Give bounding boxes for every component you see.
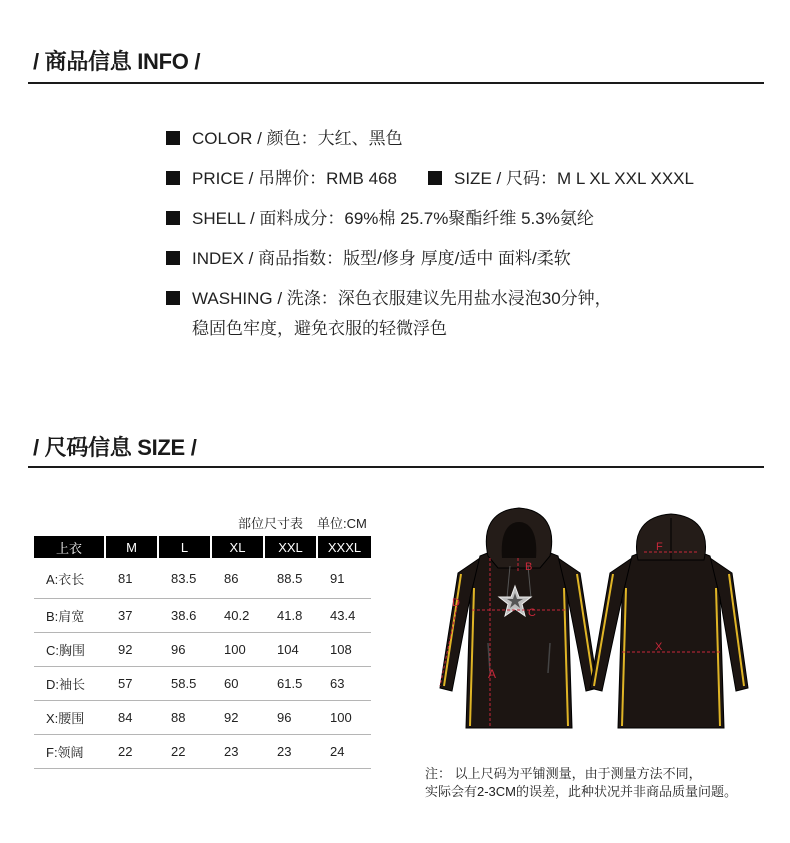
table-cell: 23 [265, 735, 318, 769]
note-line-1: 注： 以上尺码为平铺测量，由于测量方法不同， [425, 766, 702, 781]
table-cell: 22 [159, 735, 212, 769]
table-cell: 86 [212, 558, 265, 599]
table-cell: 96 [265, 701, 318, 735]
size-section-title: / 尺码信息 SIZE / [33, 435, 197, 460]
table-cell: 24 [318, 735, 371, 769]
table-cell: 41.8 [265, 599, 318, 633]
info-item-washing: WASHING / 洗涤：深色衣服建议先用盐水浸泡30分钟， [166, 284, 612, 309]
table-row [34, 599, 371, 633]
info-item-index: INDEX / 商品指数：版型/修身 厚度/适中 面料/柔软 [166, 244, 571, 269]
table-cell: 100 [212, 633, 265, 667]
table-cell: 96 [159, 633, 212, 667]
table-row [34, 633, 371, 667]
table-row [34, 701, 371, 735]
table-row [34, 558, 371, 599]
square-bullet-icon [166, 171, 180, 185]
table-cell: 92 [212, 701, 265, 735]
table-cell: 83.5 [159, 558, 212, 599]
measurement-note [425, 765, 737, 801]
size-table-unit: 单位:CM [317, 516, 367, 531]
table-cell: 61.5 [265, 667, 318, 701]
table-cell: X:腰围 [34, 701, 106, 735]
table-cell: C:胸围 [34, 633, 106, 667]
square-bullet-icon [166, 291, 180, 305]
table-cell: 100 [318, 701, 371, 735]
table-cell: 40.2 [212, 599, 265, 633]
label-x: X [655, 641, 663, 653]
table-cell: 81 [106, 558, 159, 599]
front-garment [440, 508, 598, 728]
table-cell: B:肩宽 [34, 599, 106, 633]
info-item-shell: SHELL / 面料成分：69%棉 25.7%聚酯纤维 5.3%氨纶 [166, 204, 594, 229]
hoodie-dress-sketch [430, 498, 750, 738]
table-cell: D:袖长 [34, 667, 106, 701]
info-divider [28, 82, 764, 84]
note-line-2: 实际会有2-3CM的误差，此种状况并非商品质量问题。 [425, 784, 738, 799]
size-table-header-cell: XXXL [318, 536, 371, 558]
size-table-header-cell: XL [212, 536, 265, 558]
table-cell: 88.5 [265, 558, 318, 599]
table-cell: 38.6 [159, 599, 212, 633]
label-d: D [452, 597, 460, 609]
table-row [34, 735, 371, 769]
size-table [34, 536, 371, 769]
table-cell: 57 [106, 667, 159, 701]
label-a: A [488, 667, 497, 681]
size-table-header [34, 536, 371, 558]
square-bullet-icon [166, 251, 180, 265]
square-bullet-icon [166, 211, 180, 225]
size-table-caption-title: 部位尺寸表 [238, 516, 304, 531]
table-cell: A:衣长 [34, 558, 106, 599]
square-bullet-icon [166, 131, 180, 145]
info-item-washing-continued: 稳固色牢度，避免衣服的轻微浮色 [192, 319, 447, 338]
size-table-caption [238, 513, 367, 532]
garment-measurement-diagram [430, 498, 750, 738]
table-cell: 91 [318, 558, 371, 599]
table-row [34, 667, 371, 701]
size-table-header-cell: XXL [265, 536, 318, 558]
table-cell: 58.5 [159, 667, 212, 701]
square-bullet-icon [428, 171, 442, 185]
back-garment [590, 514, 748, 728]
table-cell: 22 [106, 735, 159, 769]
info-item-price: PRICE / 吊牌价：RMB 468 [166, 164, 397, 189]
table-cell: 88 [159, 701, 212, 735]
table-cell: 108 [318, 633, 371, 667]
table-cell: 60 [212, 667, 265, 701]
info-item-color: COLOR / 颜色：大红、黑色 [166, 124, 403, 149]
table-cell: 37 [106, 599, 159, 633]
table-cell: F:领阔 [34, 735, 106, 769]
label-c: C [528, 607, 536, 619]
size-table-header-cell: 上衣 [34, 536, 106, 558]
table-cell: 84 [106, 701, 159, 735]
size-table-header-cell: M [106, 536, 159, 558]
info-section-title: / 商品信息 INFO / [33, 49, 201, 74]
size-divider [28, 466, 764, 468]
label-b: B [525, 561, 533, 573]
table-cell: 43.4 [318, 599, 371, 633]
size-table-header-cell: L [159, 536, 212, 558]
info-item-size: SIZE / 尺码：M L XL XXL XXXL [428, 164, 694, 189]
table-cell: 23 [212, 735, 265, 769]
label-f: F [656, 541, 663, 553]
table-cell: 63 [318, 667, 371, 701]
table-cell: 104 [265, 633, 318, 667]
table-cell: 92 [106, 633, 159, 667]
